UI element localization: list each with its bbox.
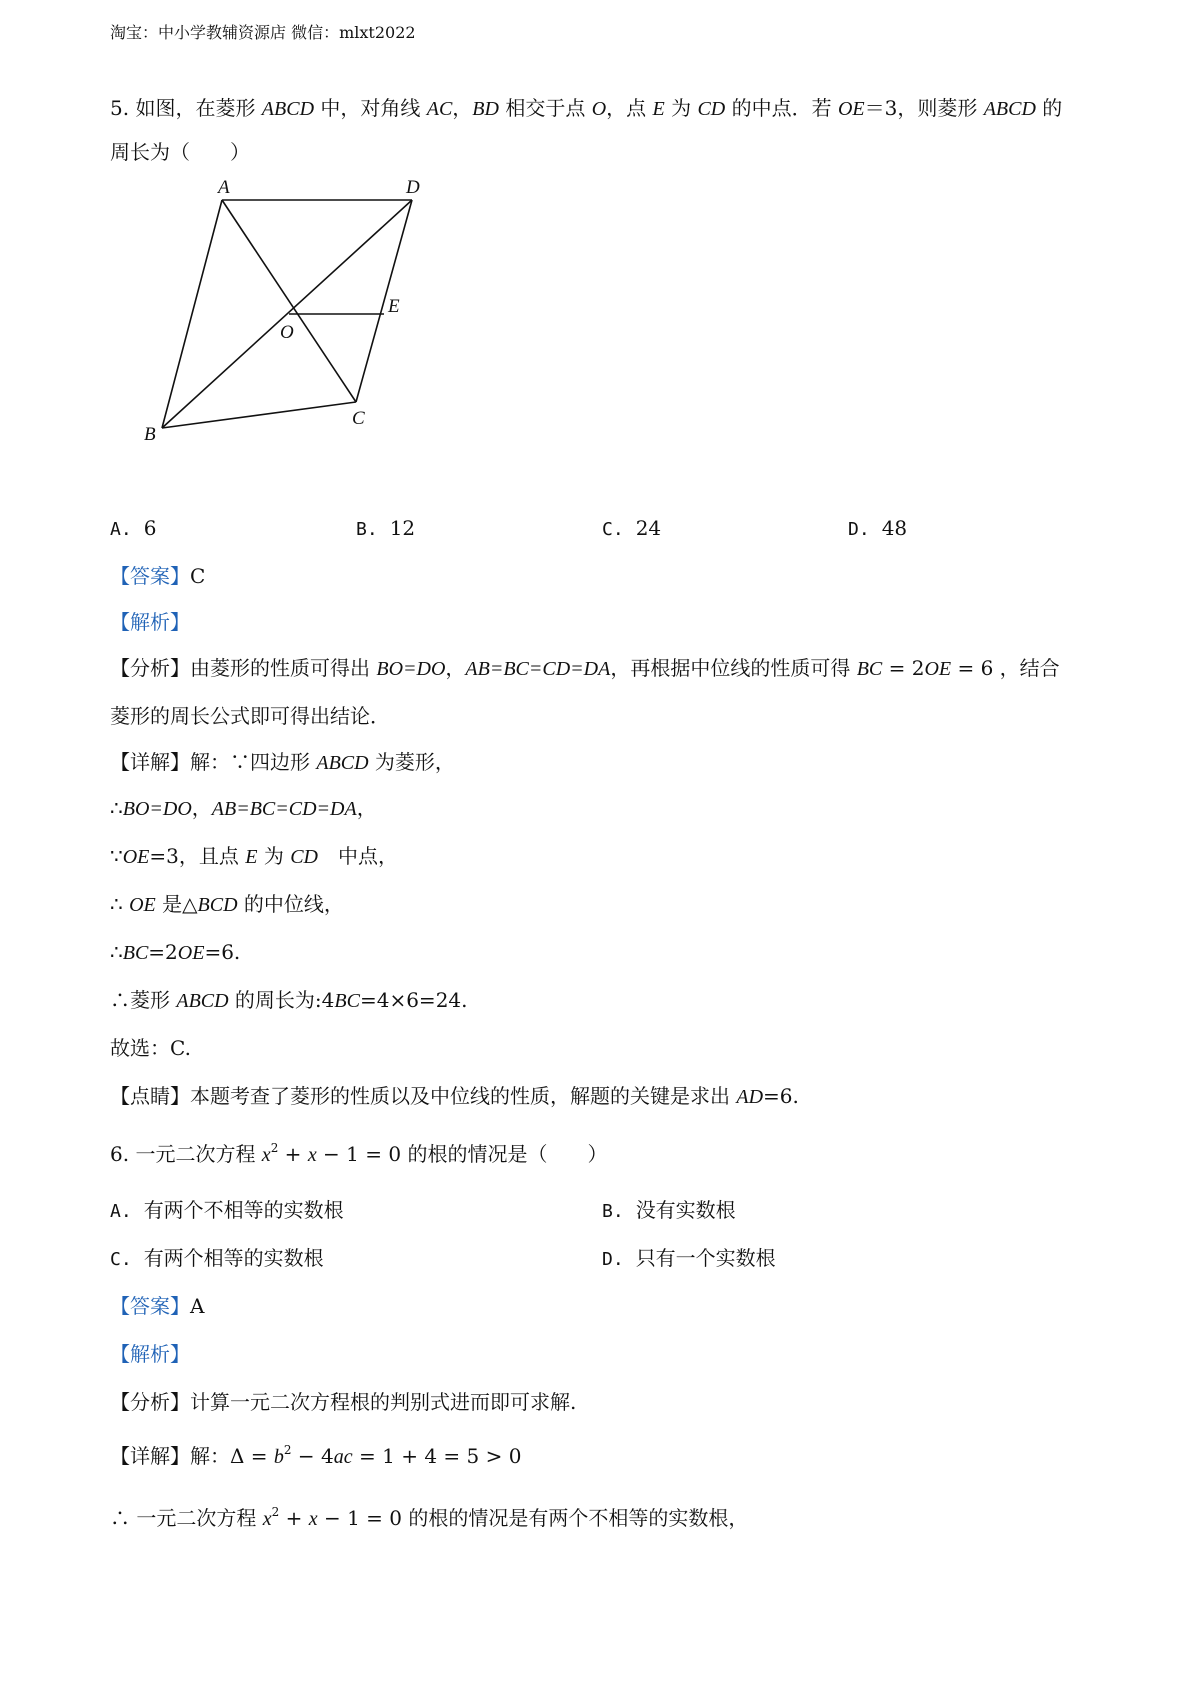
- q5-detail-5: ∴BC=2OE=6.: [110, 940, 241, 964]
- page-header: 淘宝：中小学教辅资源店 微信：mlxt2022: [110, 23, 416, 42]
- q6-detail-1: 【详解】解：$\Delta = b^2 - 4ac = 1 + 4 = 5 > 0$: [110, 1443, 522, 1468]
- q5-option-a: A. 6: [110, 516, 157, 540]
- q6-fenxi: 【分析】计算一元二次方程根的判别式进而即可求解.: [110, 1390, 577, 1414]
- label-a: A: [218, 177, 230, 198]
- label-o: O: [280, 322, 294, 343]
- q6-option-c: C. 有两个相等的实数根: [110, 1246, 324, 1270]
- q5-option-b: B. 12: [356, 516, 416, 540]
- q5-stem-line1: 5. 如图，在菱形 ABCD 中，对角线 AC，BD 相交于点 O，点 E 为 CD 的中点．若 OE＝3，则菱形 ABCD 的: [110, 96, 1063, 120]
- q5-stem-line2: 周长为（ ）: [110, 140, 250, 164]
- label-c: C: [352, 408, 365, 429]
- q5-option-c: C. 24: [602, 516, 662, 540]
- side-dc: [356, 200, 412, 402]
- side-ba: [162, 200, 222, 428]
- rhombus-figure: [130, 170, 450, 470]
- q6-answer: 【答案】A: [110, 1294, 205, 1318]
- q5-detail-7: 故选：C.: [110, 1036, 191, 1060]
- q5-detail-6: ∴菱形 ABCD 的周长为:4BC=4×6=24.: [110, 988, 468, 1012]
- q6-option-d: D. 只有一个实数根: [602, 1246, 776, 1270]
- q5-fenxi-line2: 菱形的周长公式即可得出结论．: [110, 704, 390, 728]
- q5-detail-2: ∴BO=DO，AB=BC=CD=DA，: [110, 796, 377, 820]
- q5-dianjing: 【点睛】本题考查了菱形的性质以及中位线的性质，解题的关键是求出 AD=6.: [110, 1084, 799, 1108]
- q5-answer: 【答案】C: [110, 564, 206, 588]
- label-d: D: [406, 177, 420, 198]
- q6-analysis-tag: 【解析】: [110, 1342, 190, 1366]
- q5-detail-1: 【详解】解：∵四边形 ABCD 为菱形，: [110, 750, 455, 774]
- q5-detail-4: ∴ OE 是△BCD 的中位线，: [110, 892, 344, 916]
- q6-option-a: A. 有两个不相等的实数根: [110, 1198, 344, 1222]
- q6-option-b: B. 没有实数根: [602, 1198, 736, 1222]
- diagonal-ac: [222, 200, 356, 402]
- label-e: E: [388, 296, 400, 317]
- label-b: B: [144, 424, 156, 445]
- q5-option-d: D. 48: [848, 516, 908, 540]
- q5-detail-3: ∵OE=3，且点 E 为 CD 中点，: [110, 844, 398, 868]
- side-cb: [162, 402, 356, 428]
- q6-stem: 6. 一元二次方程 $x^2 + x - 1 = 0$ 的根的情况是（ ）: [110, 1141, 608, 1166]
- q6-detail-2: ∴ 一元二次方程 $x^2 + x - 1 = 0$ 的根的情况是有两个不相等的实数根，: [110, 1505, 749, 1530]
- q5-fenxi-line1: 【分析】由菱形的性质可得出 BO=DO，AB=BC=CD=DA，再根据中位线的性质可得 BC = 2OE = 6 ，结合: [110, 656, 1060, 680]
- q5-analysis-tag: 【解析】: [110, 610, 190, 634]
